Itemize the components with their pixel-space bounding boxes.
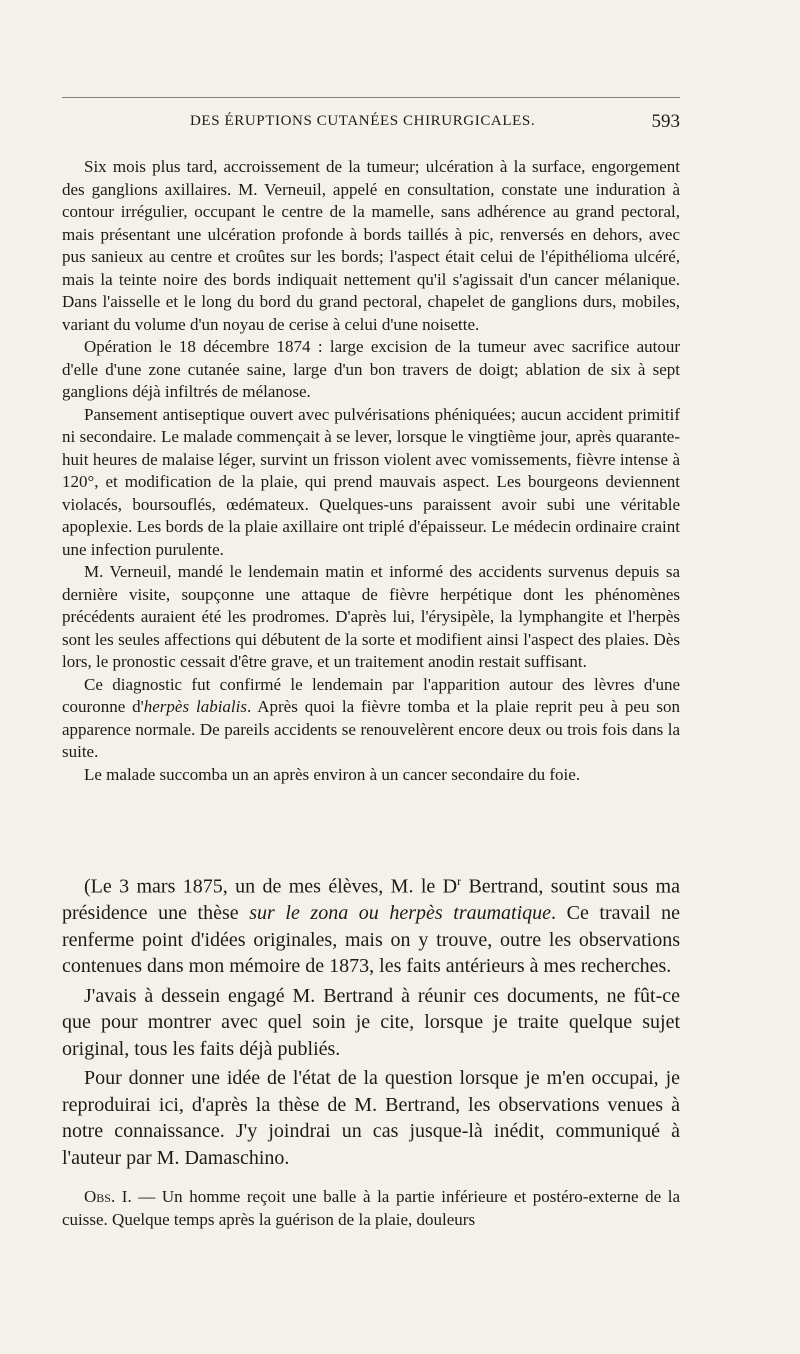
thesis-title: sur le zona ou herpès traumatique	[249, 902, 552, 925]
text-span: Ce diagnostic fut confirmé le lendemain par l'apparition autour des lèvres d'une couronne d'	[62, 674, 680, 716]
top-rule	[62, 97, 680, 98]
case-report-text	[62, 156, 680, 786]
paragraph: M. Verneuil, mandé le lendemain matin et informé des accidents survenus depuis sa dernière visite, soupçonne une attaque de fièvre herpétique dont les phénomènes précédents auraient été les prodromes. D'après lui, l'érysipèle, la lymphangite et l'herpès sont les seules affections qui débutent de la sorte et modifient ainsi l'aspect des plaies. Dès lors, le pronostic cessait d'être grave, et un traitement anodin restait suffisant.	[62, 562, 680, 671]
text-span: . Après quoi la fièvre tomba et la plaie reprit peu à peu son apparence normale. De pareils accidents se renouvelèrent encore deux ou trois fois dans la suite.	[62, 697, 680, 761]
page-header	[62, 113, 680, 135]
paragraph: Opération le 18 décembre 1874 : large excision de la tumeur avec sacrifice autour d'elle d'une zone cutanée saine, large d'un bon travers de doigt; ablation de six à sept ganglions déjà infiltrés de mélanose.	[62, 337, 680, 401]
paragraph: Six mois plus tard, accroissement de la tumeur; ulcération à la surface, engorgement des ganglions axillaires. M. Verneuil, appelé en consultation, constate une induration à contour irrégulier, occupant le centre de la mamelle, sans adhérence au grand pectoral, mais présentant une ulcération profonde à bords taillés à pic, renversés en dehors, avec pus sanieux au centre et croûtes sur les bords; l'aspect était celui de l'épithélioma ulcéré, mais la teinte noire des bords indiquait nettement qu'il s'agissait d'un cancer mélanique. Dans l'aisselle et le long du bord du grand pectoral, chapelet de ganglions durs, mobiles, variant du volume d'un noyau de cerise à celui d'une noisette.	[62, 157, 680, 334]
document-page	[62, 0, 680, 1354]
running-title: DES ÉRUPTIONS CUTANÉES CHIRURGICALES.	[190, 113, 536, 129]
paragraph: Le malade succomba un an après environ à un cancer secondaire du foie.	[84, 764, 581, 784]
paragraph	[62, 674, 680, 764]
observation-label: Obs. I.	[84, 1187, 132, 1206]
text-span: . Ce travail ne renferme point d'idées originales, mais on y trouve, outre les observations contenues dans mon mémoire de 1873, les faits antérieurs à mes recherches.	[62, 902, 680, 978]
paragraph	[62, 868, 680, 980]
paragraph: Pansement antiseptique ouvert avec pulvérisations phéniquées; aucun accident primitif ni secondaire. Le malade commençait à se lever, lorsque le vingtième jour, après quarante-huit heures de malaise léger, survint un frisson violent avec vomissements, fièvre intense à 120°, et modification de la plaie, qui prend mauvais aspect. Les bourgeons deviennent violacés, boursouflés, œdémateux. Quelques-uns paraissent avoir subi une véritable apoplexie. Les bords de la plaie axillaire ont triplé d'épaisseur. Le médecin ordinaire craint une infection purulente.	[62, 404, 680, 559]
paragraph	[62, 1186, 680, 1231]
paragraph: J'avais à dessein engagé M. Bertrand à réunir ces documents, ne fût-ce que pour montrer avec quel soin je cite, lorsque je traite quelque sujet original, tous les faits déjà publiés.	[62, 984, 680, 1060]
main-text	[62, 868, 680, 1171]
italic-term: herpès labialis	[143, 697, 247, 716]
text-span: (Le 3 mars 1875, un de mes élèves, M. le D	[84, 875, 458, 898]
page-number: 593	[651, 111, 680, 132]
observation-text	[62, 1186, 680, 1231]
text-span: Bertrand, soutint sous ma présidence une thèse	[62, 875, 680, 925]
superscript: r	[457, 874, 462, 888]
text-span: — Un homme reçoit une balle à la partie inférieure et postéro-externe de la cuisse. Quelque temps après la guérison de la plaie, douleurs	[62, 1187, 680, 1229]
paragraph: Pour donner une idée de l'état de la question lorsque je m'en occupai, je reproduirai ici, d'après la thèse de M. Bertrand, les observations venues à notre connaissance. J'y joindrai un cas jusque-là inédit, communiqué à l'auteur par M. Damaschino.	[62, 1067, 680, 1169]
